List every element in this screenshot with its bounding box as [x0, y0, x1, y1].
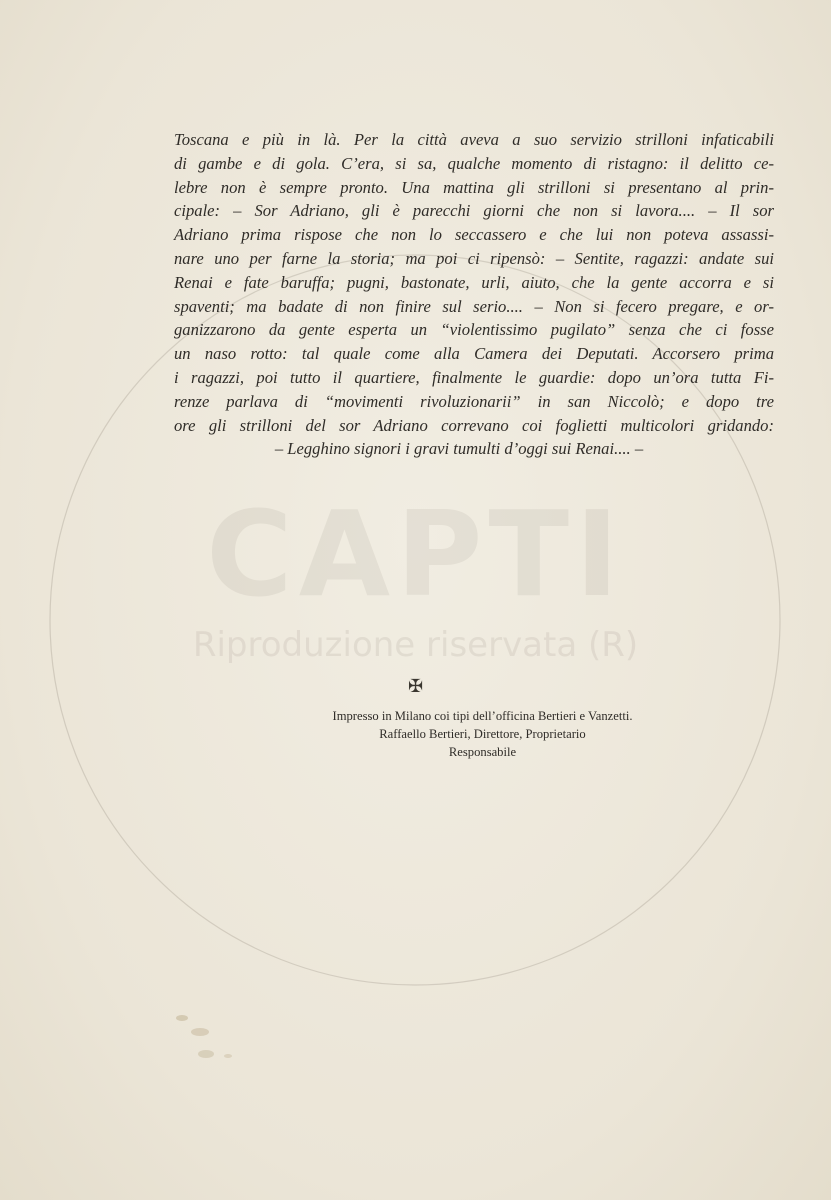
- text-line: lebre non è sempre pronto. Una mattina gli strilloni si presentano al prin-: [174, 177, 774, 197]
- text-line: renze parlava di “movimenti rivoluzionarii” in san Niccolò; e dopo tre: [174, 391, 774, 411]
- colophon-line: Impresso in Milano coi tipi dell’officina Bertieri e Vanzetti.: [332, 709, 633, 723]
- text-line: un naso rotto: tal quale come alla Camera dei Deputati. Accorsero prima: [174, 344, 774, 364]
- watermark-subtitle: Riproduzione riservata (R): [192, 625, 639, 665]
- text-line: di gambe e di gola. C’era, si sa, qualche momento di ristagno: il delitto ce-: [174, 153, 774, 173]
- watermark-brand: CAPTI: [206, 485, 625, 623]
- text-line: Adriano prima rispose che non lo seccassero e che lui non poteva assassi-: [174, 225, 774, 245]
- colophon-line: Raffaello Bertieri, Direttore, Proprietario: [379, 727, 586, 741]
- text-line: ganizzarono da gente esperta un “violentissimo pugilato” senza che ci fosse: [174, 320, 774, 340]
- colophon-line: Responsabile: [448, 745, 517, 759]
- colophon: [0, 707, 831, 761]
- text-line-final: – Legghino signori i gravi tumulti d’oggi sui Renai.... –: [274, 439, 644, 459]
- fleuron-ornament: ✠: [407, 676, 424, 697]
- text-line: cipale: – Sor Adriano, gli è parecchi giorni che non si lavora.... – Il sor: [174, 201, 774, 221]
- paper-stain: [170, 1010, 240, 1070]
- text-line: ore gli strilloni del sor Adriano correvano coi foglietti multicolori gridando:: [174, 415, 774, 435]
- body-paragraph: [174, 128, 774, 461]
- text-line: Renai e fate baruffa; pugni, bastonate, urli, aiuto, che la gente accorra e si: [174, 272, 774, 292]
- text-line: spaventi; ma badate di non finire sul serio.... – Non si fecero pregare, e or-: [174, 296, 774, 316]
- text-line: nare uno per farne la storia; ma poi ci ripensò: – Sentite, ragazzi: andate sui: [174, 248, 774, 268]
- text-line: Toscana e più in là. Per la città aveva a suo servizio strilloni infaticabili: [174, 130, 774, 149]
- text-line: i ragazzi, poi tutto il quartiere, finalmente le guardie: dopo un’ora tutta Fi-: [174, 367, 774, 387]
